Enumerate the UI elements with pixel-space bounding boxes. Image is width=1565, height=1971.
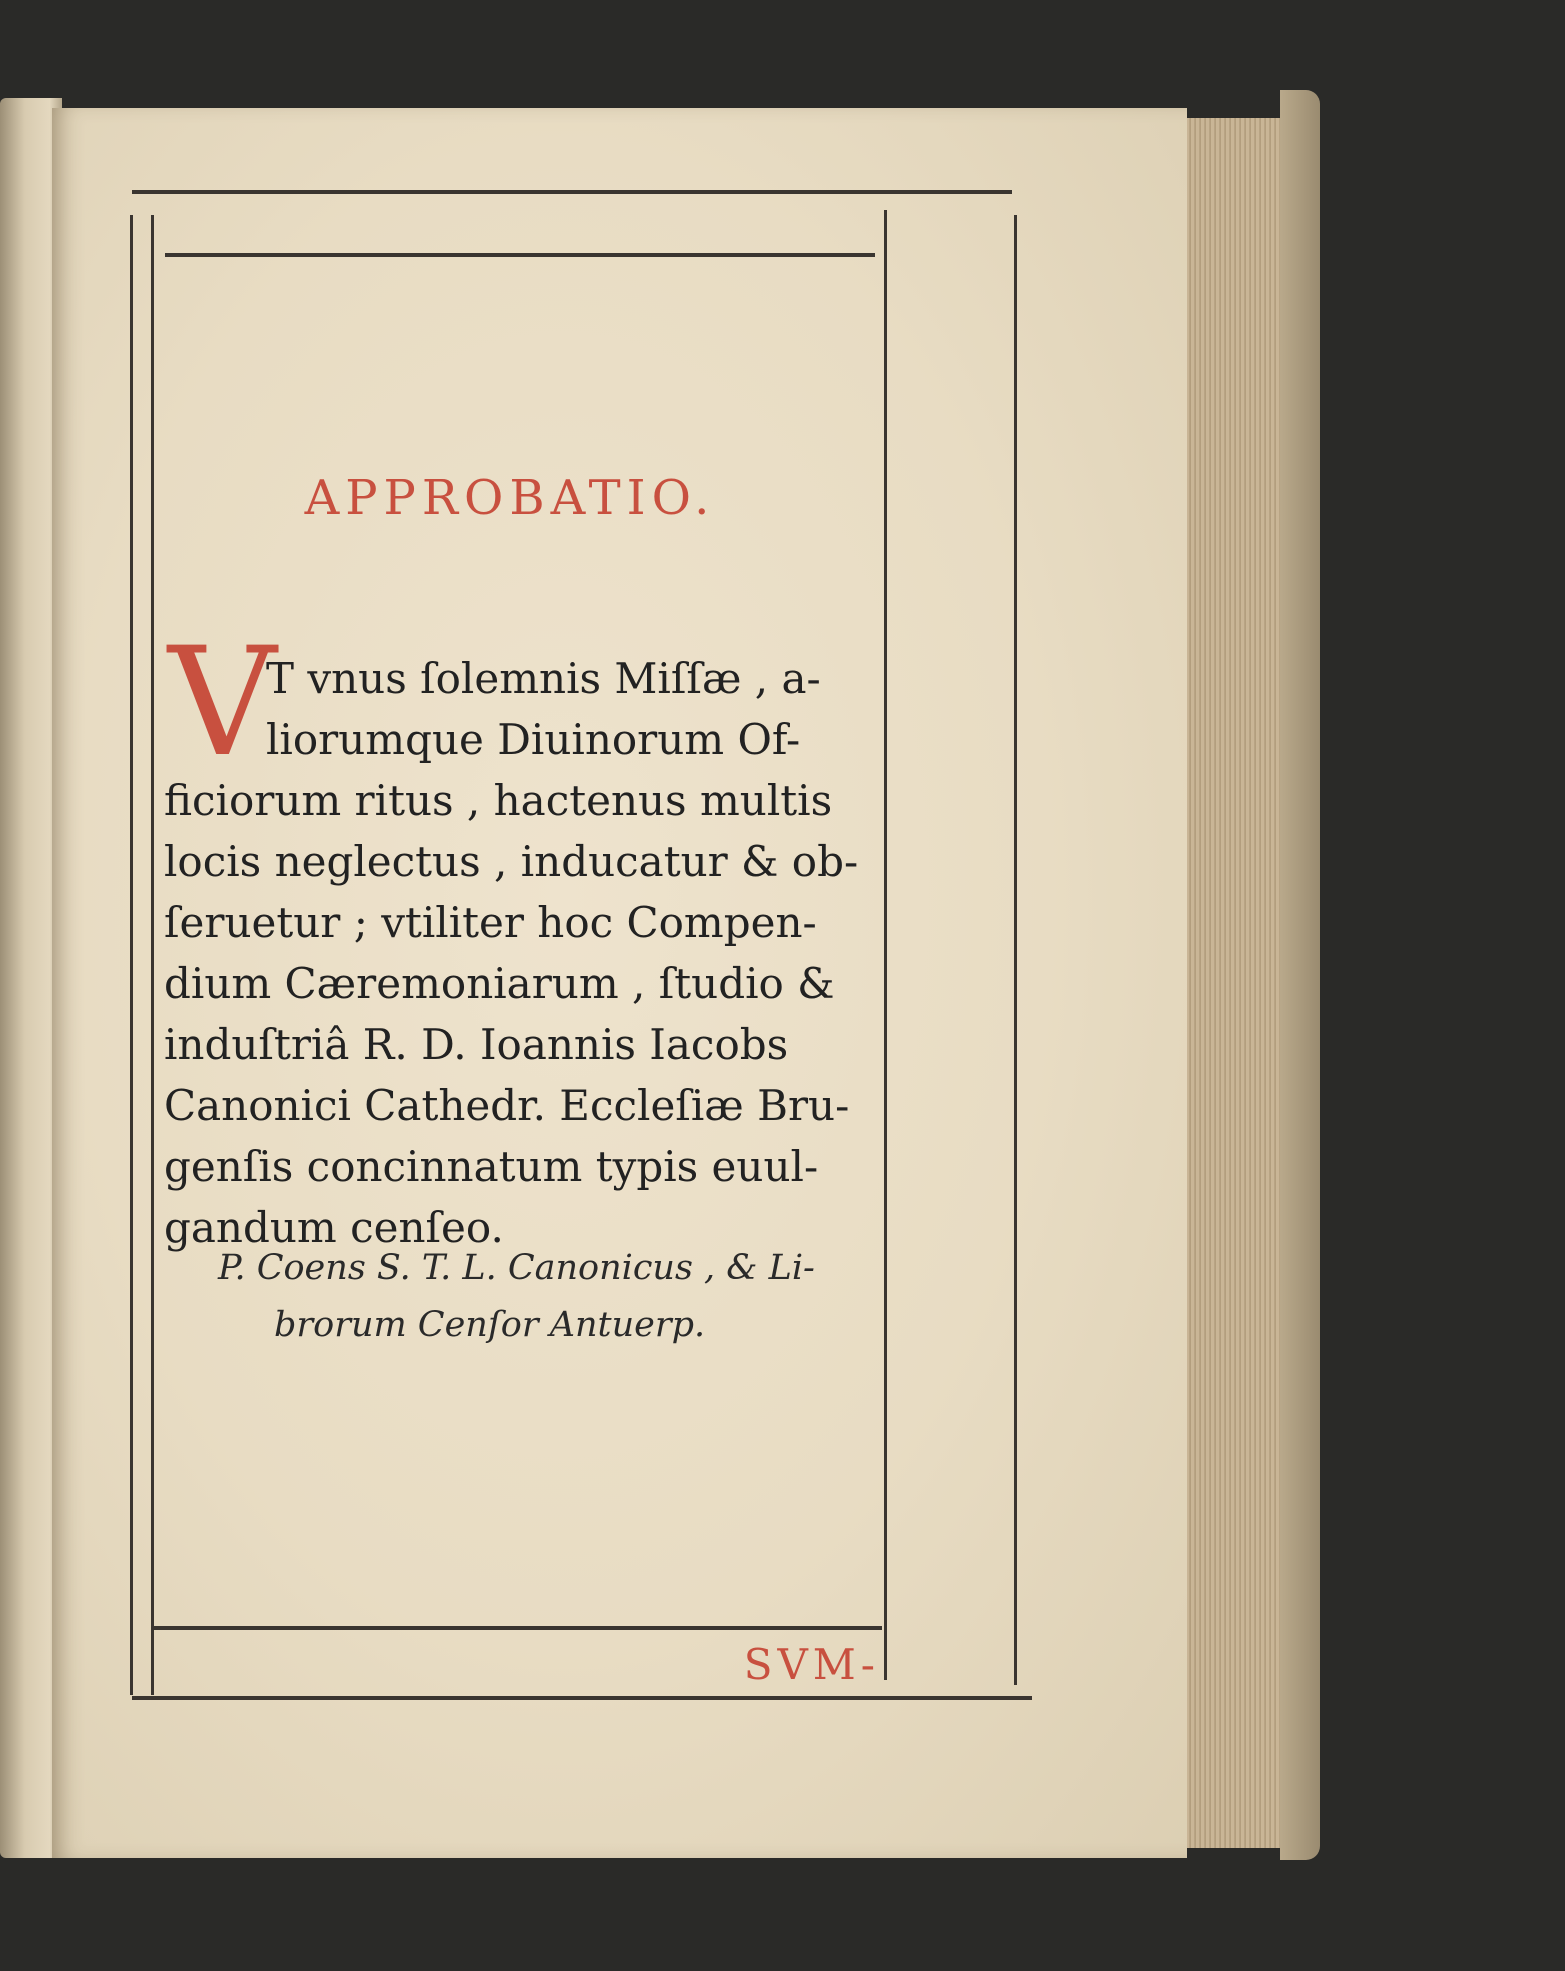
- approbation-text: [164, 648, 882, 1258]
- drop-cap-initial: V: [168, 616, 277, 790]
- text-line: ſeruetur ; vtiliter hoc Compen-: [164, 898, 817, 947]
- frame-inner-right-rule: [884, 210, 887, 1680]
- text-line: T vnus ſolemnis Miſſæ , a-: [266, 654, 821, 703]
- page-title: APPROBATIO.: [304, 470, 716, 526]
- frame-inner-top-rule: [165, 253, 875, 257]
- text-line: locis neglectus , inducatur & ob-: [164, 837, 859, 886]
- frame-inner-bottom-rule: [152, 1626, 882, 1630]
- censor-signature: [164, 1240, 882, 1354]
- text-line: induſtriâ R. D. Ioannis Iacobs: [164, 1020, 789, 1069]
- frame-inner-left-rule: [151, 215, 154, 1695]
- frame-outer-bottom-rule: [132, 1696, 1032, 1700]
- text-line: ficiorum ritus , hactenus multis: [164, 776, 833, 825]
- signature-line: P. Coens S. T. L. Canonicus , & Li-: [218, 1248, 815, 1288]
- text-line: Canonici Cathedr. Eccleſiæ Bru-: [164, 1081, 850, 1130]
- signature-line: brorum Cenſor Antuerp.: [274, 1305, 706, 1345]
- text-line: liorumque Diuinorum Of-: [266, 715, 801, 764]
- text-line: dium Cæremoniarum , ſtudio &: [164, 959, 835, 1008]
- frame-outer-right-rule: [1014, 215, 1017, 1685]
- frame-outer-left-rule: [130, 215, 133, 1695]
- text-line: genſis concinnatum typis euul-: [164, 1142, 819, 1191]
- frame-outer-top-rule: [132, 190, 1012, 194]
- catchword: SVM-: [743, 1640, 880, 1689]
- text-line: gandum cenſeo.: [164, 1203, 504, 1252]
- book-cover-edge: [1280, 90, 1320, 1860]
